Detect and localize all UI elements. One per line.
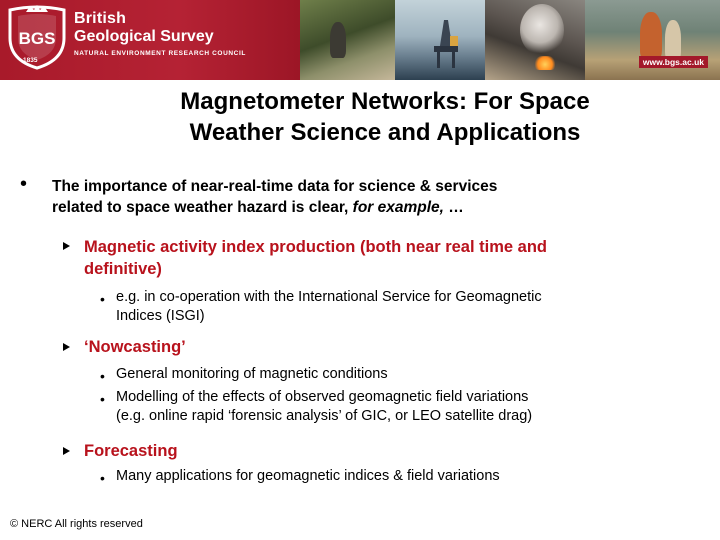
- bullet-icon: •: [100, 291, 105, 307]
- item-label-line-1: ‘Nowcasting’: [84, 338, 186, 356]
- sub-item-line-1: General monitoring of magnetic conditions: [116, 366, 388, 382]
- intro-line-1: The importance of near-real-time data for science & services: [52, 178, 498, 195]
- sub-item-modelling: [116, 388, 532, 426]
- geologist-figure: [640, 12, 662, 60]
- sub-item-line-1: e.g. in co-operation with the International Service for Geomagnetic: [116, 289, 542, 305]
- triangle-bullet-icon: [63, 242, 70, 250]
- person-figure: [330, 22, 346, 58]
- bullet-icon: •: [20, 173, 28, 195]
- org-tagline: NATURAL ENVIRONMENT RESEARCH COUNCIL: [74, 50, 246, 57]
- bullet-icon: •: [100, 368, 105, 384]
- triangle-bullet-icon: [63, 447, 70, 455]
- website-url[interactable]: www.bgs.ac.uk: [639, 56, 708, 68]
- item-label-line-1: Magnetic activity index production (both near real time and: [84, 238, 547, 256]
- bgs-logo-panel: [0, 0, 300, 80]
- oil-rig-icon: [432, 18, 460, 68]
- sub-item-line-2: (e.g. online rapid ‘forensic analysis’ of GIC, or LEO satellite drag): [116, 408, 533, 424]
- eruption-fire: [535, 56, 555, 70]
- org-name-line1: British: [74, 10, 127, 27]
- bullet-icon: •: [100, 391, 105, 407]
- title-line-1: Magnetometer Networks: For Space: [180, 88, 590, 115]
- intro-ellipsis: …: [443, 199, 464, 216]
- sub-item-applications: [116, 467, 500, 486]
- crest-text: BGS: [18, 29, 56, 48]
- sub-item-line-1: Many applications for geomagnetic indices & field variations: [116, 468, 500, 484]
- intro-line-2-main: related to space weather hazard is clear,: [52, 199, 353, 216]
- geologist-figure: [665, 20, 681, 60]
- list-item-forecasting: [84, 440, 178, 462]
- intro-paragraph: [52, 176, 692, 218]
- eruption-smoke: [520, 4, 564, 56]
- header-banner: [0, 0, 720, 80]
- item-label-line-1: Forecasting: [84, 442, 178, 460]
- sub-item-isgi: [116, 288, 542, 326]
- list-item-index-production: [84, 236, 547, 280]
- list-item-nowcasting: [84, 336, 186, 358]
- crest-year: 1835: [23, 57, 38, 64]
- title-line-2: Weather Science and Applications: [189, 119, 581, 146]
- sub-item-line-1: Modelling of the effects of observed geomagnetic field variations: [116, 389, 529, 405]
- slide-title: [60, 86, 710, 148]
- org-name-line2: Geological Survey: [74, 28, 214, 45]
- intro-emphasis: for example,: [352, 199, 444, 216]
- bullet-icon: •: [100, 470, 105, 486]
- intro-line-2: [52, 197, 692, 218]
- photo-fieldwork: [300, 0, 395, 80]
- triangle-bullet-icon: [63, 343, 70, 351]
- sub-item-monitoring: [116, 365, 388, 384]
- item-label-line-2: definitive): [84, 260, 162, 278]
- sub-item-line-2: Indices (ISGI): [116, 308, 205, 324]
- copyright-footer: © NERC All rights reserved: [10, 518, 143, 530]
